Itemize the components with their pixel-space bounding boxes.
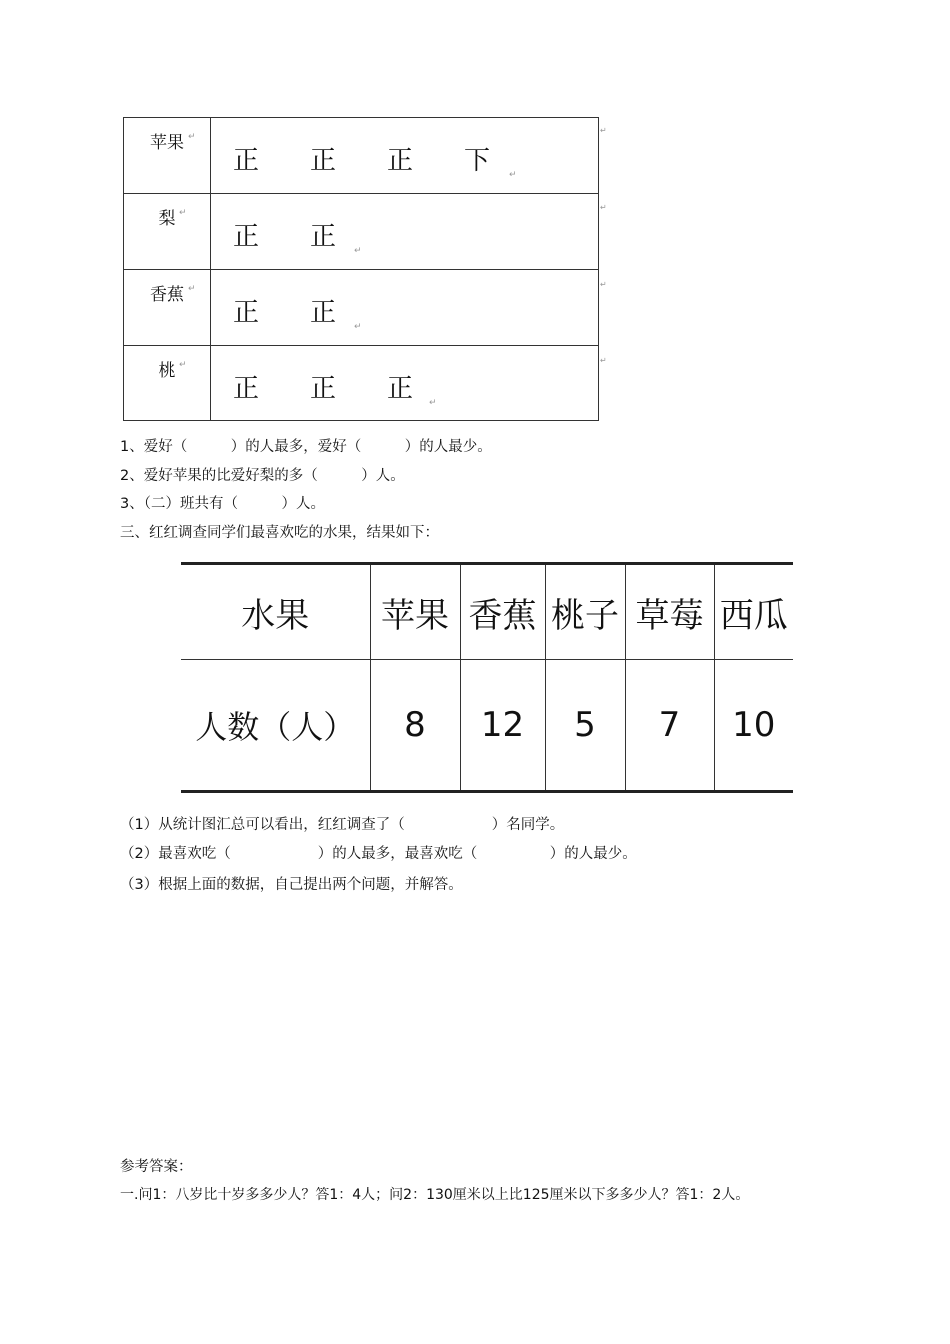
fruit-label: 桃 [158, 361, 176, 381]
table-header-row [181, 564, 793, 660]
tally-marks: 正 正 正 [233, 374, 414, 404]
section-title: 三、红红调查同学们最喜欢吃的水果，结果如下： [120, 525, 439, 541]
fruit-label: 梨 [158, 209, 176, 229]
count-cell: 12 [460, 660, 545, 792]
survey-question-3: （3）根据上面的数据，自己提出两个问题，并解答。 [120, 877, 463, 893]
fruit-cell: 香蕉 [460, 564, 545, 660]
fruit-cell: 草莓 [625, 564, 714, 660]
survey-question-1: （1）从统计图汇总可以看出，红红调查了（ ）名同学。 [120, 817, 565, 833]
tally-marks: 正 正 [233, 222, 337, 252]
fruit-survey-table [181, 562, 793, 793]
question-3: 3、（二）班共有（ ）人。 [120, 496, 325, 512]
survey-question-2: （2）最喜欢吃（ ）的人最多，最喜欢吃（ ）的人最少。 [120, 846, 637, 862]
fruit-cell: 苹果 [370, 564, 460, 660]
count-cell: 7 [625, 660, 714, 792]
question-1: 1、爱好（ ）的人最多，爱好（ ）的人最少。 [120, 439, 492, 455]
tally-table [123, 117, 599, 421]
tally-marks: 正 正 正 下 [233, 146, 491, 176]
row-label: 人数（人） [195, 708, 356, 746]
answers-heading: 参考答案： [120, 1159, 193, 1175]
fruit-cell: 西瓜 [714, 564, 793, 660]
fruit-label: 香蕉 [150, 285, 184, 305]
table-row [181, 660, 793, 792]
fruit-label: 苹果 [150, 133, 184, 153]
count-cell: 5 [545, 660, 625, 792]
tally-marks: 正 正 [233, 298, 337, 328]
table-row: 桃 ↵ 正 正 正 ↵ [124, 346, 599, 421]
table-row: 香蕉 ↵ 正 正 ↵ [124, 270, 599, 346]
answers-line-1: 一.问1：八岁比十岁多多少人？答1：4人；问2：130厘米以上比125厘米以下多多少人？答1：2人。 [120, 1187, 750, 1203]
table-row: 梨 ↵ 正 正 ↵ [124, 194, 599, 270]
question-2: 2、爱好苹果的比爱好梨的多（ ）人。 [120, 468, 405, 484]
fruit-cell: 桃子 [545, 564, 625, 660]
count-cell: 10 [714, 660, 793, 792]
count-cell: 8 [370, 660, 460, 792]
table-row: 苹果 ↵ 正 正 正 下 ↵ [124, 118, 599, 194]
header-label: 水果 [181, 564, 370, 660]
